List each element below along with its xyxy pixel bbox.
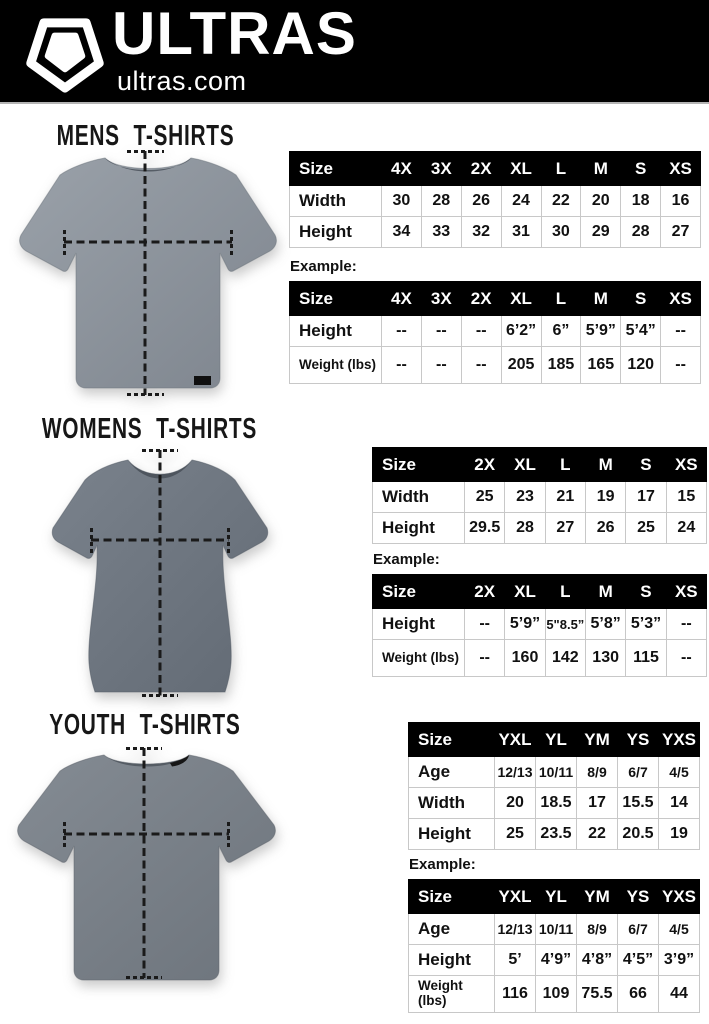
value-cell: 4’8”	[577, 945, 618, 976]
size-column-header: 3X	[421, 282, 461, 316]
value-cell: 20	[495, 788, 536, 819]
value-cell: 19	[585, 482, 625, 513]
table-row	[409, 914, 700, 945]
row-label: Weight (lbs)	[290, 347, 382, 384]
size-column-header: 2X	[465, 575, 505, 609]
value-cell: 75.5	[577, 976, 618, 1013]
value-cell: 32	[461, 217, 501, 248]
value-cell: 28	[421, 186, 461, 217]
section-title-text: WOMENS T-SHIRTS	[41, 413, 258, 445]
size-column-header: 2X	[461, 282, 501, 316]
size-column-header: YXL	[495, 723, 536, 757]
mens-size-table	[289, 151, 701, 248]
value-cell: 10/11	[536, 757, 577, 788]
size-column-header: YL	[536, 723, 577, 757]
value-cell: 26	[585, 513, 625, 544]
value-cell: 10/11	[536, 914, 577, 945]
size-column-header: S	[626, 575, 666, 609]
value-cell: 5’9”	[581, 316, 621, 347]
value-cell: 24	[501, 186, 541, 217]
section-title-text: MENS T-SHIRTS	[56, 120, 234, 152]
row-label: Width	[373, 482, 465, 513]
value-cell: 12/13	[495, 914, 536, 945]
value-cell: 16	[661, 186, 701, 217]
size-column-header: L	[545, 575, 585, 609]
size-column-header: S	[621, 152, 661, 186]
value-cell: --	[461, 347, 501, 384]
value-cell: 17	[626, 482, 666, 513]
size-column-header: M	[581, 282, 621, 316]
size-column-header: YM	[577, 723, 618, 757]
value-cell: 6/7	[618, 757, 659, 788]
value-cell: --	[465, 640, 505, 677]
value-cell: 27	[661, 217, 701, 248]
size-column-header: 3X	[421, 152, 461, 186]
mens-example-label: Example:	[290, 258, 357, 275]
value-cell: 120	[621, 347, 661, 384]
row-label: Age	[409, 757, 495, 788]
mens-shirt-body	[20, 158, 277, 388]
value-cell: 25	[626, 513, 666, 544]
table-corner-label: Size	[290, 282, 382, 316]
value-cell: 29.5	[465, 513, 505, 544]
value-cell: --	[661, 316, 701, 347]
table-corner-label: Size	[290, 152, 382, 186]
womens-size-table	[372, 447, 707, 544]
value-cell: --	[382, 316, 422, 347]
value-cell: 4/5	[659, 914, 700, 945]
size-column-header: XL	[505, 448, 545, 482]
mens-example-table	[289, 281, 701, 384]
value-cell: --	[382, 347, 422, 384]
size-column-header: YXS	[659, 723, 700, 757]
table-row	[373, 640, 707, 677]
size-column-header: XL	[501, 282, 541, 316]
value-cell: 20.5	[618, 819, 659, 850]
table-row	[409, 945, 700, 976]
value-cell: 115	[626, 640, 666, 677]
value-cell: 4’5”	[618, 945, 659, 976]
value-cell: 34	[382, 217, 422, 248]
value-cell: 25	[495, 819, 536, 850]
value-cell: 33	[421, 217, 461, 248]
brand-site-url: ultras.com	[117, 66, 247, 96]
youth-size-table	[408, 722, 700, 850]
value-cell: 21	[545, 482, 585, 513]
size-column-header: L	[541, 282, 581, 316]
table-corner-label: Size	[409, 880, 495, 914]
youth-tshirt-image	[4, 745, 289, 990]
value-cell: 28	[505, 513, 545, 544]
value-cell: 23	[505, 482, 545, 513]
row-label: Height	[373, 513, 465, 544]
value-cell: 3’9”	[659, 945, 700, 976]
size-column-header: YXL	[495, 880, 536, 914]
row-label: Weight (lbs)	[373, 640, 465, 677]
womens-example-label: Example:	[373, 551, 440, 568]
row-label: Height	[409, 819, 495, 850]
value-cell: 116	[495, 976, 536, 1013]
value-cell: 8/9	[577, 914, 618, 945]
row-label: Height	[373, 609, 465, 640]
value-cell: 5"8.5”	[545, 609, 585, 640]
womens-tshirt-image	[25, 448, 295, 698]
size-column-header: 2X	[465, 448, 505, 482]
value-cell: --	[421, 347, 461, 384]
row-label: Height	[409, 945, 495, 976]
size-column-header: XS	[666, 575, 706, 609]
value-cell: 19	[659, 819, 700, 850]
table-row	[373, 609, 707, 640]
value-cell: 4/5	[659, 757, 700, 788]
value-cell: 15.5	[618, 788, 659, 819]
youth-shirt-body	[18, 755, 276, 980]
size-column-header: XL	[501, 152, 541, 186]
value-cell: 12/13	[495, 757, 536, 788]
value-cell: 22	[577, 819, 618, 850]
table-corner-label: Size	[373, 575, 465, 609]
value-cell: 18.5	[536, 788, 577, 819]
value-cell: 5’3”	[626, 609, 666, 640]
value-cell: 27	[545, 513, 585, 544]
table-row	[290, 347, 701, 384]
youth-section-title	[0, 709, 290, 742]
row-label: Width	[409, 788, 495, 819]
size-column-header: YM	[577, 880, 618, 914]
size-column-header: M	[585, 448, 625, 482]
value-cell: 4’9”	[536, 945, 577, 976]
size-column-header: M	[581, 152, 621, 186]
table-corner-label: Size	[409, 723, 495, 757]
value-cell: 29	[581, 217, 621, 248]
value-cell: 6/7	[618, 914, 659, 945]
value-cell: 5’4”	[621, 316, 661, 347]
value-cell: 5’	[495, 945, 536, 976]
size-column-header: S	[621, 282, 661, 316]
value-cell: 20	[581, 186, 621, 217]
value-cell: 142	[545, 640, 585, 677]
row-label: Width	[290, 186, 382, 217]
value-cell: 22	[541, 186, 581, 217]
table-row	[409, 976, 700, 1013]
value-cell: 66	[618, 976, 659, 1013]
youth-example-table	[408, 879, 700, 1013]
table-row	[409, 788, 700, 819]
row-label: Height	[290, 217, 382, 248]
value-cell: 5’8”	[585, 609, 625, 640]
row-label: Age	[409, 914, 495, 945]
pentagon-logo-icon	[20, 7, 110, 97]
value-cell: 160	[505, 640, 545, 677]
value-cell: 130	[585, 640, 625, 677]
value-cell: 14	[659, 788, 700, 819]
table-row	[290, 217, 701, 248]
value-cell: 30	[541, 217, 581, 248]
table-row	[409, 757, 700, 788]
value-cell: --	[461, 316, 501, 347]
size-column-header: 4X	[382, 152, 422, 186]
value-cell: 5’9”	[505, 609, 545, 640]
value-cell: 28	[621, 217, 661, 248]
brand-name: ULTRAS	[112, 0, 357, 67]
section-title-text: YOUTH T-SHIRTS	[49, 709, 241, 741]
size-column-header: M	[585, 575, 625, 609]
size-column-header: XL	[505, 575, 545, 609]
womens-example-table	[372, 574, 707, 677]
value-cell: 44	[659, 976, 700, 1013]
size-column-header: YS	[618, 880, 659, 914]
value-cell: 15	[666, 482, 706, 513]
mens-shirt-hem-tag	[194, 376, 211, 385]
table-row	[409, 819, 700, 850]
value-cell: 31	[501, 217, 541, 248]
value-cell: --	[661, 347, 701, 384]
size-column-header: L	[541, 152, 581, 186]
value-cell: --	[421, 316, 461, 347]
value-cell: 6’2”	[501, 316, 541, 347]
value-cell: 205	[501, 347, 541, 384]
table-row	[290, 316, 701, 347]
size-column-header: YS	[618, 723, 659, 757]
value-cell: --	[465, 609, 505, 640]
table-row	[373, 482, 707, 513]
value-cell: 30	[382, 186, 422, 217]
value-cell: 185	[541, 347, 581, 384]
size-column-header: L	[545, 448, 585, 482]
value-cell: 25	[465, 482, 505, 513]
youth-example-label: Example:	[409, 856, 476, 873]
row-label: Weight (lbs)	[409, 976, 495, 1013]
size-column-header: XS	[661, 152, 701, 186]
value-cell: 17	[577, 788, 618, 819]
value-cell: 23.5	[536, 819, 577, 850]
value-cell: 24	[666, 513, 706, 544]
size-column-header: 4X	[382, 282, 422, 316]
table-row	[373, 513, 707, 544]
size-column-header: XS	[666, 448, 706, 482]
value-cell: 6”	[541, 316, 581, 347]
womens-section-title	[0, 413, 290, 446]
size-column-header: YXS	[659, 880, 700, 914]
table-corner-label: Size	[373, 448, 465, 482]
value-cell: 18	[621, 186, 661, 217]
table-row	[290, 186, 701, 217]
value-cell: --	[666, 640, 706, 677]
value-cell: 8/9	[577, 757, 618, 788]
value-cell: --	[666, 609, 706, 640]
header	[0, 0, 709, 104]
row-label: Height	[290, 316, 382, 347]
value-cell: 109	[536, 976, 577, 1013]
size-column-header: 2X	[461, 152, 501, 186]
size-column-header: S	[626, 448, 666, 482]
value-cell: 165	[581, 347, 621, 384]
size-column-header: YL	[536, 880, 577, 914]
value-cell: 26	[461, 186, 501, 217]
size-column-header: XS	[661, 282, 701, 316]
mens-tshirt-image	[8, 148, 288, 398]
